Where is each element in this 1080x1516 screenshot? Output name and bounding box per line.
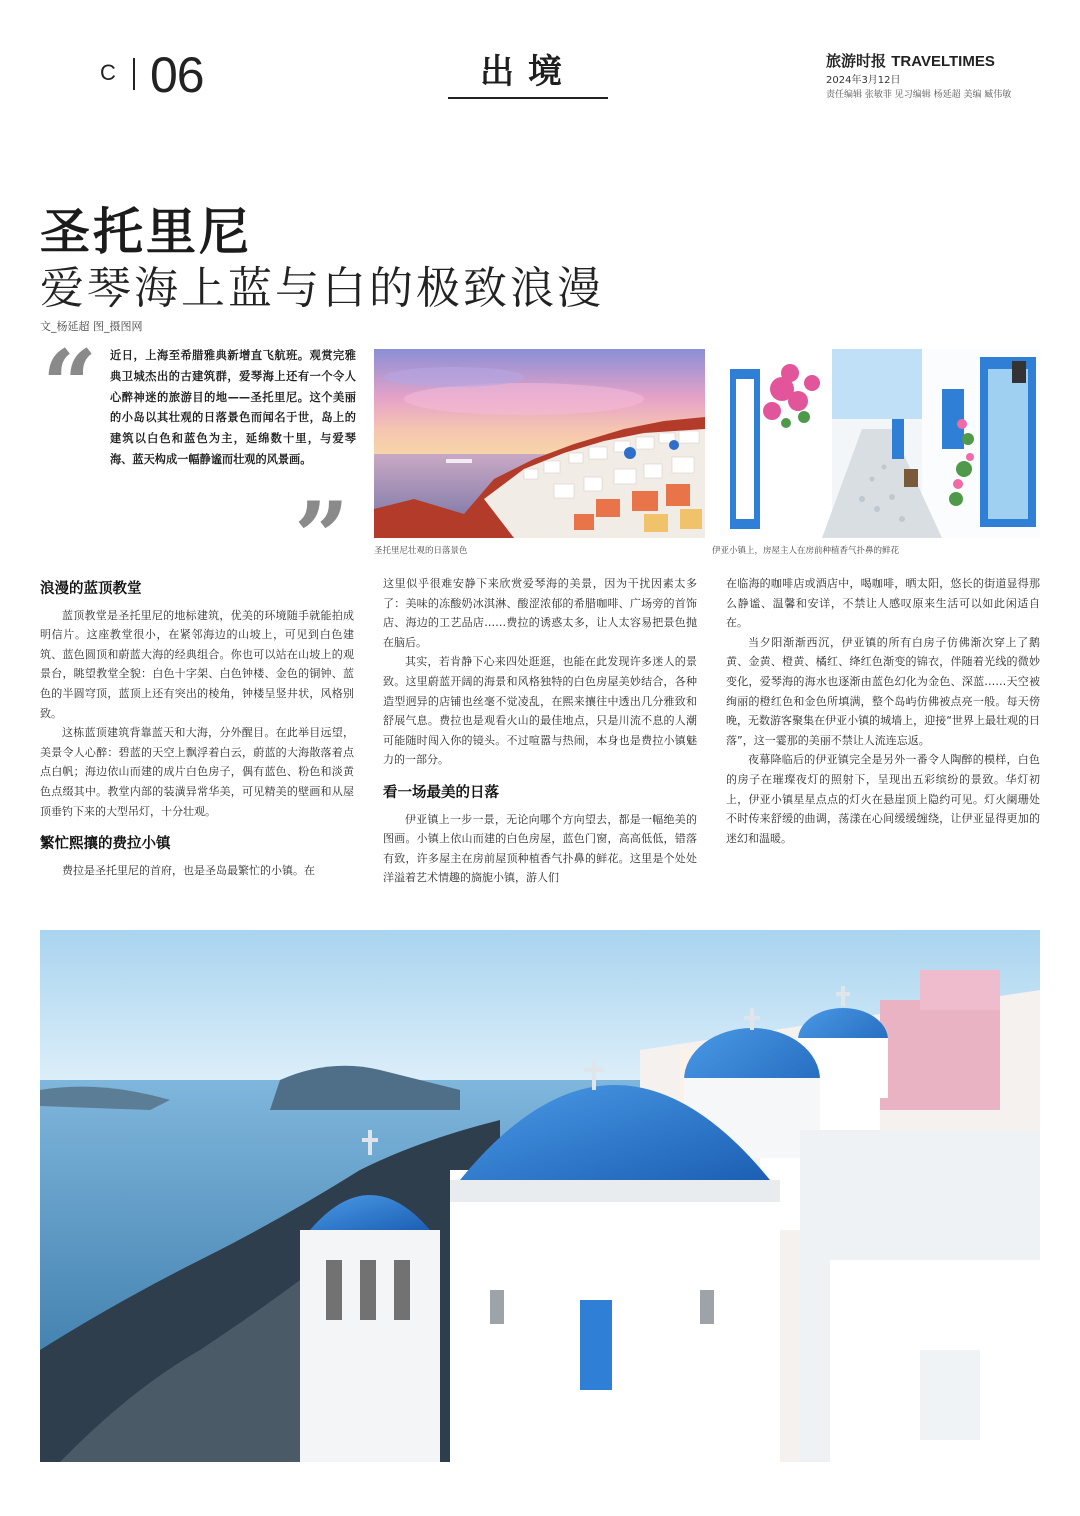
subhead-blue-dome-church: 浪漫的蓝顶教堂	[40, 581, 142, 597]
blue-dome-church-photo	[40, 930, 1040, 1462]
paragraph: 夜幕降临后的伊亚镇完全是另外一番令人陶醉的模样，白色的房子在璀璨夜灯的照射下，呈现出五彩缤纷的景致。华灯初上，伊亚小镇星星点点的灯火在悬崖顶上隐约可见。灯火阑珊处不时传来舒缓的曲调，荡漾在心间缓缓缠绕，让伊亚显得更加的迷幻和温暖。	[726, 753, 1040, 845]
paragraph: 在临海的咖啡店或酒店中，喝咖啡，晒太阳，悠长的街道显得那么静谧、温馨和安详，不禁让人感叹原来生活可以如此闲适自在。	[726, 577, 1040, 630]
sunset-photo	[374, 349, 705, 538]
page-number: 06	[150, 47, 204, 103]
subhead-sunset: 看一场最美的日落	[383, 784, 499, 801]
paragraph: 蓝顶教堂是圣托里尼的地标建筑，优美的环境随手就能拍成明信片。这座教堂很小，在紧邻海边的山坡上，可见到白色建筑、蓝色圆顶和蔚蓝大海的经典组合。你也可以站在山坡上的观景台，眺望教堂全貌：白色十字架、白色钟楼、金色的铜钟、蓝色的半圆穹顶，蓝顶上还有突出的棱角，钟楼呈竖井状，风格别致。	[40, 608, 354, 720]
body-column-1	[40, 574, 354, 880]
section-rule	[448, 97, 608, 99]
paragraph: 这栋蓝顶建筑背靠蓝天和大海，分外醒目。在此举目远望，美景令人心醉：碧蓝的天空上飘浮着白云，蔚蓝的大海散落着点点白帆；海边依山而建的成片白色房子，偶有蓝色、粉色和淡黄色点缀其中。教堂内部的装潢异常华美，可见精美的壁画和从屋顶垂钓下来的大型吊灯，十分壮观。	[40, 726, 354, 818]
issue-date: 2024年3月12日	[826, 75, 901, 86]
byline: 文_杨延超 图_摄图网	[40, 320, 143, 333]
editor-credits: 责任编辑 张敏菲 见习编辑 杨延超 美编 臧伟敏	[826, 90, 1012, 100]
alley-photo	[712, 349, 1040, 538]
section-letter: C	[100, 60, 116, 85]
subhead-fira-town: 繁忙熙攘的费拉小镇	[40, 836, 171, 853]
paper-name-en: TRAVELTIMES	[891, 53, 995, 70]
paragraph: 伊亚镇上一步一景，无论向哪个方向望去，都是一幅绝美的图画。小镇上依山而建的白色房屋，蓝色门窗，高高低低，错落有致，许多屋主在房前屋顶种植香气扑鼻的鲜花。这里是个处处洋溢着艺术情趣的旖旎小镇，游人们	[383, 812, 697, 885]
body-column-2	[383, 574, 697, 888]
open-quote-mark: “	[42, 329, 98, 442]
alley-photo-caption: 伊亚小镇上，房屋主人在房前种植香气扑鼻的鲜花	[712, 546, 900, 556]
body-column-3	[726, 574, 1040, 848]
paragraph: 当夕阳渐渐西沉，伊亚镇的所有白房子仿佛渐次穿上了鹅黄、金黄、橙黄、橘红、绛红色渐变的锦衣，伴随着光线的微妙变化，爱琴海的海水也逐渐由蓝色幻化为金色、深蓝……天空被绚丽的橙红色和金色所填满，整个岛屿仿佛被点亮一般。每天傍晚，无数游客聚集在伊亚小镇的城墙上，迎接“世界上最壮观的日落”，这一霎那的美丽不禁让人流连忘返。	[726, 635, 1040, 747]
paragraph: 其实，若肯静下心来四处逛逛，也能在此发现许多迷人的景致。这里蔚蓝开阔的海景和风格独特的白色房屋美妙结合，各种造型迥异的店铺也丝毫不觉凌乱，在熙来攘往中透出几分雅致和舒展气息。费拉也是观看火山的最佳地点，只是川流不息的人潮可能随时闯入你的镜头。不过喧嚣与热闹，本身也是费拉小镇魅力的一部分。	[383, 655, 697, 767]
section-name: 出境	[480, 52, 576, 92]
sunset-photo-caption: 圣托里尼壮观的日落景色	[374, 546, 468, 556]
article-title: 圣托里尼	[40, 202, 252, 261]
paper-name-cn: 旅游时报	[826, 52, 887, 70]
paper-name	[826, 50, 995, 71]
paragraph: 这里似乎很难安静下来欣赏爱琴海的美景，因为干扰因素太多了：美味的冻酸奶冰淇淋、酸涩浓郁的希腊咖啡、广场旁的首饰店、海边的工艺品店……费拉的诱惑太多，让人太容易把景色抛在脑后。	[383, 577, 697, 649]
header-divider	[133, 58, 135, 90]
article-subtitle: 爱琴海上蓝与白的极致浪漫	[40, 263, 604, 314]
close-quote-mark: ”	[294, 481, 350, 594]
intro-paragraph: 近日，上海至希腊雅典新增直飞航班。观赏完雅典卫城杰出的古建筑群，爱琴海上还有一个令人心醉神迷的旅游目的地——圣托里尼。这个美丽的小岛以其壮观的日落景色而闻名于世，岛上的建筑以白色和蓝色为主，延绵数十里，与爱琴海、蓝天构成一幅静谧而壮观的风景画。	[110, 349, 356, 466]
paragraph: 费拉是圣托里尼的首府，也是圣岛最繁忙的小镇。在	[62, 863, 315, 877]
